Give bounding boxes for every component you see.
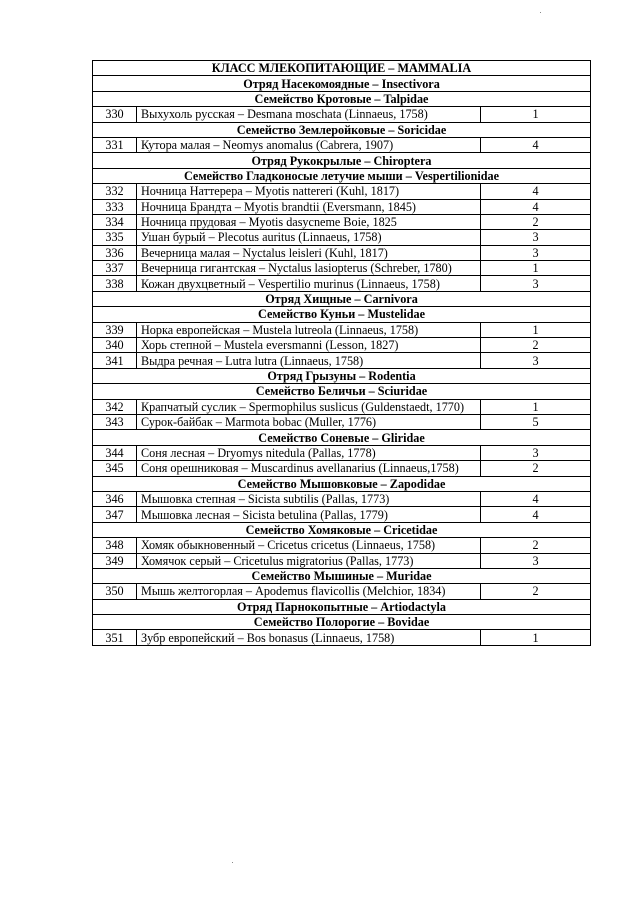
species-name: Кожан двухцветный – Vespertilio murinus (Linnaeus, 1758) xyxy=(137,276,481,291)
taxon-header: Семейство Полорогие – Bovidae xyxy=(93,615,591,630)
status-category: 4 xyxy=(481,137,591,152)
taxon-header: Отряд Грызуны – Rodentia xyxy=(93,368,591,383)
status-category: 2 xyxy=(481,584,591,599)
taxon-header-row xyxy=(93,568,591,583)
species-row xyxy=(93,338,591,353)
taxon-header: Семейство Куньи – Mustelidae xyxy=(93,307,591,322)
taxon-header-row xyxy=(93,476,591,491)
species-row xyxy=(93,538,591,553)
taxon-header: Семейство Гладконосые летучие мыши – Vespertilionidae xyxy=(93,168,591,183)
species-row xyxy=(93,461,591,476)
status-category: 1 xyxy=(481,630,591,645)
species-number: 344 xyxy=(93,445,137,460)
taxon-header-row xyxy=(93,307,591,322)
species-name: Соня лесная – Dryomys nitedula (Pallas, 1778) xyxy=(137,445,481,460)
taxon-header-row xyxy=(93,522,591,537)
species-name: Выдра речная – Lutra lutra (Linnaeus, 1758) xyxy=(137,353,481,368)
species-row xyxy=(93,214,591,229)
species-row xyxy=(93,445,591,460)
species-name: Крапчатый суслик – Spermophilus suslicus (Guldenstaedt, 1770) xyxy=(137,399,481,414)
species-number: 336 xyxy=(93,245,137,260)
species-name: Ночница прудовая – Myotis dasycneme Boie, 1825 xyxy=(137,214,481,229)
status-category: 2 xyxy=(481,461,591,476)
status-category: 3 xyxy=(481,553,591,568)
taxon-header: Семейство Землеройковые – Soricidae xyxy=(93,122,591,137)
status-category: 3 xyxy=(481,445,591,460)
species-number: 340 xyxy=(93,338,137,353)
taxon-header: Отряд Хищные – Carnivora xyxy=(93,291,591,306)
class-title-row xyxy=(93,61,591,76)
species-row xyxy=(93,584,591,599)
species-name: Ночница Брандта – Myotis brandtii (Eversmann, 1845) xyxy=(137,199,481,214)
species-row xyxy=(93,553,591,568)
species-document xyxy=(92,60,590,646)
species-name: Мышовка степная – Sicista subtilis (Pallas, 1773) xyxy=(137,491,481,506)
taxon-header-row xyxy=(93,153,591,168)
taxon-header: Семейство Мышиные – Muridae xyxy=(93,568,591,583)
species-row xyxy=(93,184,591,199)
species-row xyxy=(93,491,591,506)
taxon-header: Семейство Кротовые – Talpidae xyxy=(93,91,591,106)
species-name: Мышь желтогорлая – Apodemus flavicollis (Melchior, 1834) xyxy=(137,584,481,599)
status-category: 5 xyxy=(481,414,591,429)
status-category: 3 xyxy=(481,276,591,291)
status-category: 1 xyxy=(481,399,591,414)
species-name: Ночница Наттерера – Myotis nattereri (Kuhl, 1817) xyxy=(137,184,481,199)
species-row xyxy=(93,261,591,276)
species-row xyxy=(93,507,591,522)
species-number: 339 xyxy=(93,322,137,337)
species-row xyxy=(93,353,591,368)
status-category: 2 xyxy=(481,214,591,229)
taxon-header-row xyxy=(93,168,591,183)
species-number: 345 xyxy=(93,461,137,476)
status-category: 1 xyxy=(481,107,591,122)
species-name: Хомячок серый – Cricetulus migratorius (Pallas, 1773) xyxy=(137,553,481,568)
scan-speck-top xyxy=(540,12,541,13)
species-row xyxy=(93,230,591,245)
species-name: Вечерница гигантская – Nyctalus lasiopterus (Schreber, 1780) xyxy=(137,261,481,276)
taxon-header: Семейство Мышовковые – Zapodidae xyxy=(93,476,591,491)
species-row xyxy=(93,276,591,291)
taxon-header-row xyxy=(93,91,591,106)
status-category: 4 xyxy=(481,491,591,506)
taxon-header: Семейство Соневые – Gliridae xyxy=(93,430,591,445)
status-category: 4 xyxy=(481,184,591,199)
species-name: Хомяк обыкновенный – Cricetus cricetus (Linnaeus, 1758) xyxy=(137,538,481,553)
taxon-header-row xyxy=(93,368,591,383)
status-category: 3 xyxy=(481,245,591,260)
species-number: 333 xyxy=(93,199,137,214)
species-number: 332 xyxy=(93,184,137,199)
taxon-header: Отряд Насекомоядные – Insectivora xyxy=(93,76,591,91)
species-row xyxy=(93,399,591,414)
species-number: 351 xyxy=(93,630,137,645)
status-category: 3 xyxy=(481,353,591,368)
taxon-header-row xyxy=(93,122,591,137)
species-row xyxy=(93,107,591,122)
species-row xyxy=(93,322,591,337)
taxon-header-row xyxy=(93,430,591,445)
species-row xyxy=(93,199,591,214)
status-category: 1 xyxy=(481,322,591,337)
species-name: Кутора малая – Neomys anomalus (Cabrera, 1907) xyxy=(137,137,481,152)
species-number: 337 xyxy=(93,261,137,276)
species-number: 346 xyxy=(93,491,137,506)
species-number: 338 xyxy=(93,276,137,291)
species-number: 343 xyxy=(93,414,137,429)
scan-speck-bottom xyxy=(232,862,233,863)
taxon-header: Отряд Рукокрылые – Chiroptera xyxy=(93,153,591,168)
species-row xyxy=(93,414,591,429)
species-number: 341 xyxy=(93,353,137,368)
species-row xyxy=(93,630,591,645)
species-number: 330 xyxy=(93,107,137,122)
species-number: 334 xyxy=(93,214,137,229)
taxon-header-row xyxy=(93,599,591,614)
status-category: 2 xyxy=(481,538,591,553)
taxon-header-row xyxy=(93,384,591,399)
class-title: КЛАСС МЛЕКОПИТАЮЩИЕ – MAMMALIA xyxy=(93,61,591,76)
taxon-header-row xyxy=(93,291,591,306)
species-table-body xyxy=(93,61,591,646)
species-name: Хорь степной – Mustela eversmanni (Lesson, 1827) xyxy=(137,338,481,353)
species-number: 349 xyxy=(93,553,137,568)
taxon-header: Отряд Парнокопытные – Artiodactyla xyxy=(93,599,591,614)
species-name: Мышовка лесная – Sicista betulina (Pallas, 1779) xyxy=(137,507,481,522)
species-name: Вечерница малая – Nyctalus leisleri (Kuhl, 1817) xyxy=(137,245,481,260)
species-name: Выхухоль русская – Desmana moschata (Linnaeus, 1758) xyxy=(137,107,481,122)
taxon-header-row xyxy=(93,76,591,91)
species-name: Сурок-байбак – Marmota bobac (Muller, 1776) xyxy=(137,414,481,429)
species-table xyxy=(92,60,591,646)
status-category: 1 xyxy=(481,261,591,276)
status-category: 4 xyxy=(481,507,591,522)
taxon-header: Семейство Беличьи – Sciuridae xyxy=(93,384,591,399)
species-name: Соня орешниковая – Muscardinus avellanarius (Linnaeus,1758) xyxy=(137,461,481,476)
species-number: 350 xyxy=(93,584,137,599)
species-row xyxy=(93,245,591,260)
status-category: 2 xyxy=(481,338,591,353)
species-number: 348 xyxy=(93,538,137,553)
species-number: 347 xyxy=(93,507,137,522)
taxon-header-row xyxy=(93,615,591,630)
species-row xyxy=(93,137,591,152)
species-number: 342 xyxy=(93,399,137,414)
species-number: 331 xyxy=(93,137,137,152)
status-category: 3 xyxy=(481,230,591,245)
species-name: Норка европейская – Mustela lutreola (Linnaeus, 1758) xyxy=(137,322,481,337)
status-category: 4 xyxy=(481,199,591,214)
species-number: 335 xyxy=(93,230,137,245)
species-name: Ушан бурый – Plecotus auritus (Linnaeus, 1758) xyxy=(137,230,481,245)
taxon-header: Семейство Хомяковые – Cricetidae xyxy=(93,522,591,537)
species-name: Зубр европейский – Bos bonasus (Linnaeus, 1758) xyxy=(137,630,481,645)
